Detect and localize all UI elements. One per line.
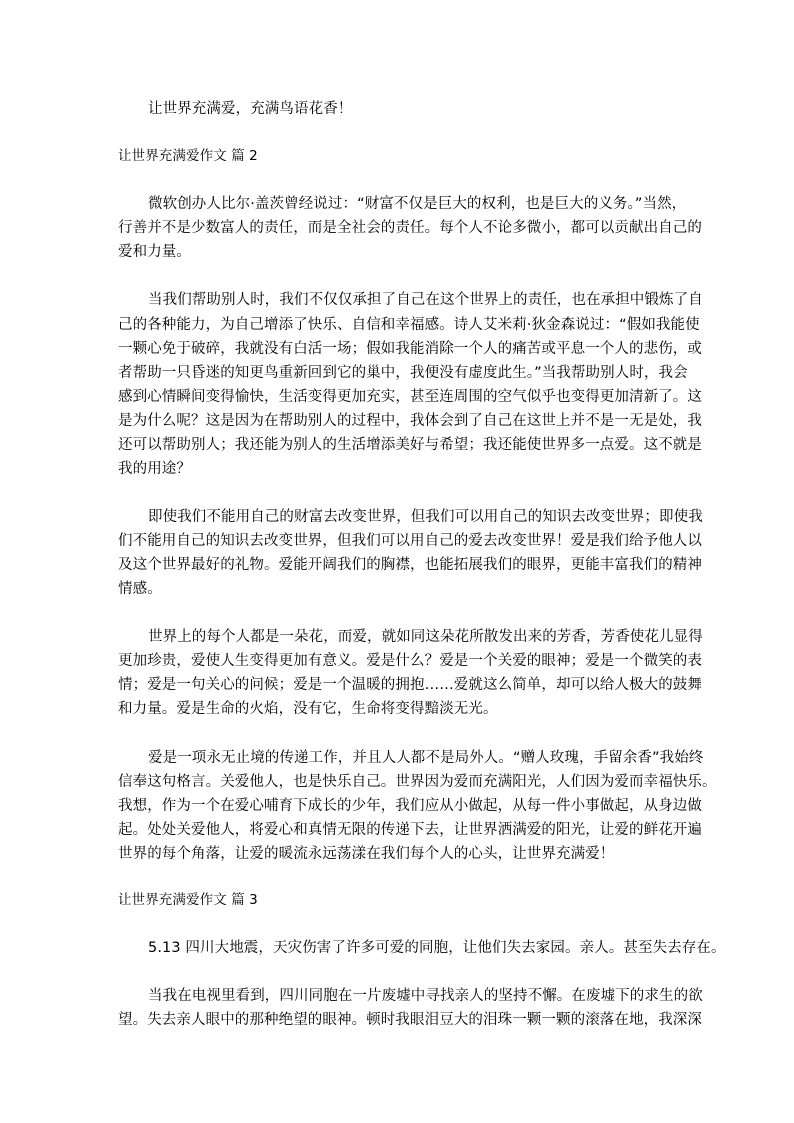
paragraph-line: 感到心情瞬间变得愉快，生活变得更加充实，甚至连周围的空气似乎也变得更加清新了。这 [118, 389, 702, 405]
paragraph-line: 还可以帮助别人；我还能为别人的生活增添美好与希望；我还能使世界多一点爱。这不就是 [118, 437, 702, 453]
paragraph-line: 者帮助一只昏迷的知更鸟重新回到它的巢中，我便没有虚度此生。”当我帮助别人时，我会 [118, 365, 688, 381]
paragraph-line: 当我们帮助别人时，我们不仅仅承担了自己在这个世界上的责任，也在承担中锻炼了自 [148, 292, 703, 308]
paragraph-line: 即使我们不能用自己的财富去改变世界，但我们可以用自己的知识去改变世界；即使我 [148, 509, 703, 525]
paragraph-line: 信奉这句格言。关爱他人，也是快乐自己。世界因为爱而充满阳光，人们因为爱而幸福快乐。 [118, 774, 717, 790]
section-heading-2: 让世界充满爱作文 篇 2 [118, 148, 258, 164]
paragraph-line: 5.13 四川大地震，天灾伤害了许多可爱的同胞，让他们失去家园。亲人。甚至失去存在。 [148, 940, 726, 956]
paragraph-line: 是为什么呢？这是因为在帮助别人的过程中，我体会到了自己在这世上并不是一无是处，我 [118, 413, 702, 429]
paragraph-line: 一颗心免于破碎，我就没有白活一场；假如我能消除一个人的痛苦或平息一个人的悲伤，或 [118, 341, 702, 357]
paragraph-line: 己的各种能力，为自己增添了快乐、自信和幸福感。诗人艾米莉·狄金森说过：“假如我能使 [118, 317, 700, 333]
paragraph-line: 微软创办人比尔·盖茨曾经说过：“财富不仅是巨大的权利，也是巨大的义务。”当然， [148, 196, 687, 212]
paragraph-line: 情感。 [118, 581, 162, 597]
paragraph-line: 爱是一项永无止境的传递工作，并且人人都不是局外人。“赠人玫瑰，手留余香”我始终 [148, 750, 704, 766]
paragraph-line: 及这个世界最好的礼物。爱能开阔我们的胸襟，也能拓展我们的眼界，更能丰富我们的精神 [118, 557, 702, 573]
paragraph-line: 爱和力量。 [118, 244, 191, 260]
closing-line: 让世界充满爱，充满鸟语花香！ [148, 101, 353, 117]
paragraph-line: 们不能用自己的知识去改变世界，但我们可以用自己的爱去改变世界！爱是我们给予他人以 [118, 533, 702, 549]
paragraph-line: 世界上的每个人都是一朵花，而爱，就如同这朵花所散发出来的芳香，芳香使花儿显得 [148, 629, 703, 645]
paragraph-line: 世界的每个角落，让爱的暖流永远荡漾在我们每个人的心头，让世界充满爱！ [118, 846, 615, 862]
paragraph-line: 望。失去亲人眼中的那种绝望的眼神。顿时我眼泪豆大的泪珠一颗一颗的滚落在地，我深深 [118, 1012, 702, 1028]
paragraph-line: 起。处处关爱他人，将爱心和真情无限的传递下去，让世界洒满爱的阳光，让爱的鲜花开遍 [118, 822, 702, 838]
paragraph-line: 和力量。爱是生命的火焰，没有它，生命将变得黯淡无光。 [118, 701, 498, 717]
paragraph-line: 行善并不是少数富人的责任，而是全社会的责任。每个人不论多微小，都可以贡献出自己的 [118, 220, 702, 236]
paragraph-line: 我想，作为一个在爱心哺育下成长的少年，我们应从小做起，从每一件小事做起，从身边做 [118, 798, 702, 814]
section-heading-3: 让世界充满爱作文 篇 3 [118, 892, 258, 908]
paragraph-line: 更加珍贵，爱使人生变得更加有意义。爱是什么？爱是一个关爱的眼神；爱是一个微笑的表 [118, 653, 702, 669]
paragraph-line: 当我在电视里看到，四川同胞在一片废墟中寻找亲人的坚持不懈。在废墟下的求生的欲 [148, 988, 703, 1004]
paragraph-line: 情；爱是一句关心的问候；爱是一个温暖的拥抱……爱就这么简单，却可以给人极大的鼓舞 [118, 677, 702, 693]
paragraph-line: 我的用途？ [118, 461, 191, 477]
